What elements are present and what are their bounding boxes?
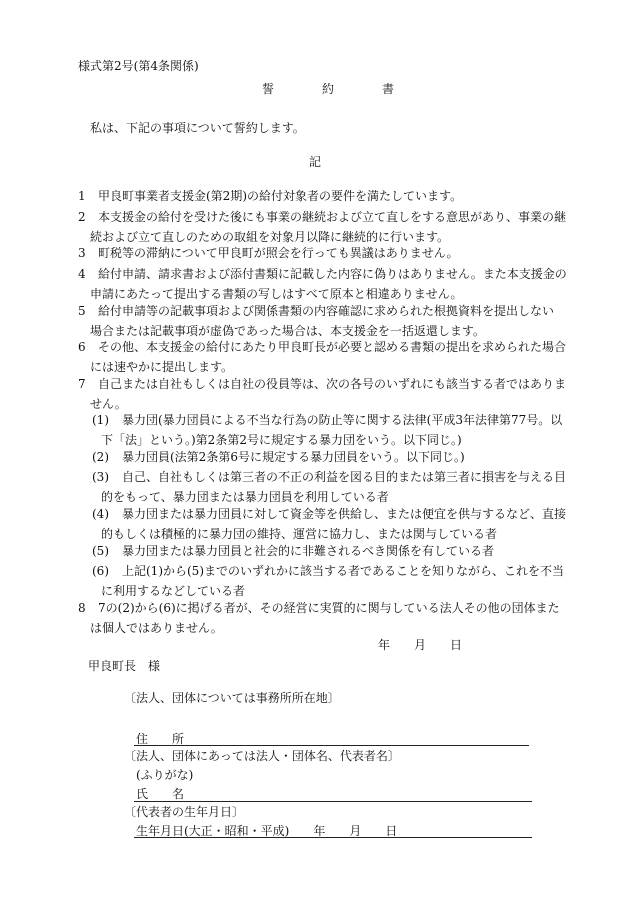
item-6-continuation: には速やかに提出します。 (90, 360, 234, 374)
name-label: 氏 名 (136, 787, 185, 801)
item-5-text: 給付申請等の記載事項および関係書類の内容確認に求められた根拠資料を提出しない (98, 304, 555, 318)
document-title: 誓 約 書 (262, 82, 413, 96)
subitem-4-continuation: 的もしくは積極的に暴力団の維持、運営に協力し、または関与している者 (101, 527, 498, 541)
birth-label: 生年月日(大正・昭和・平成) 年 月 日 (136, 824, 398, 838)
item-8-line (78, 599, 560, 616)
item-6-number: 6 (78, 340, 86, 354)
name-note: 〔法人、団体にあっては法人・団体名、代表者名〕 (124, 749, 400, 763)
item-3-text: 町税等の滞納について甲良町が照会を行っても異議はありません。 (98, 246, 459, 260)
subitem-3-continuation: 的をもって、暴力団または暴力団員を利用している者 (101, 490, 389, 504)
furigana-label: (ふりがな) (136, 768, 194, 782)
item-7-text: 自己または自社もしくは自社の役員等は、次の各号のいずれにも該当する者ではありま (98, 377, 567, 391)
subitem-4-number: (4) (92, 507, 109, 521)
subitem-2-line (92, 448, 465, 465)
subitem-4-line (92, 505, 566, 522)
item-2-text: 本支援金の給付を受けた後にも事業の継続および立て直しをする意思があり、事業の継 (98, 210, 567, 224)
item-5-number: 5 (78, 304, 86, 318)
item-4-continuation: 申請にあたって提出する書類の写しはすべて原本と相違ありません。 (90, 287, 463, 301)
office-note: 〔法人、団体については事務所所在地〕 (124, 691, 340, 705)
subitem-3-number: (3) (92, 470, 109, 484)
item-3-number: 3 (78, 246, 86, 260)
subitem-2-text: 暴力団員(法第2条第6号に規定する暴力団員をいう。以下同じ。) (122, 450, 465, 464)
subitem-2-number: (2) (92, 450, 109, 464)
item-4-line (78, 265, 567, 282)
addressee: 甲良町長 様 (88, 659, 161, 673)
subitem-6-continuation: に利用するなどしている者 (101, 584, 246, 598)
item-2-line (78, 208, 566, 225)
item-5-continuation: 場合または記載事項が虚偽であった場合は、本支援金を一括返還します。 (90, 324, 485, 338)
item-8-number: 8 (78, 601, 86, 615)
item-6-text: その他、本支援金の給付にあたり甲良町長が必要と認める書類の提出を求められた場合 (98, 340, 567, 354)
item-4-number: 4 (78, 267, 86, 281)
subitem-5-number: (5) (92, 544, 109, 558)
subitem-3-line (92, 468, 566, 485)
subitem-5-text: 暴力団または暴力団員と社会的に非難されるべき関係を有している者 (122, 544, 495, 558)
subitem-1-continuation: 下「法」という。)第2条第2号に規定する暴力団をいう。以下同じ。) (101, 433, 462, 447)
birth-underline (134, 837, 532, 838)
birth-note: 〔代表者の生年月日〕 (124, 805, 245, 819)
subitem-4-text: 暴力団または暴力団員に対して資金等を供給し、または便宜を供与するなど、直接 (122, 507, 567, 521)
item-7-number: 7 (78, 377, 86, 391)
form-number: 様式第2号(第4条関係) (78, 59, 199, 73)
ki-heading: 記 (309, 155, 322, 169)
subitem-5-line (92, 542, 494, 559)
address-label: 住 所 (136, 732, 185, 746)
subitem-1-number: (1) (92, 413, 109, 427)
subitem-1-line (92, 411, 562, 428)
intro-text: 私は、下記の事項について誓約します。 (90, 121, 305, 135)
item-7-line (78, 375, 566, 392)
subitem-3-text: 自己、自社もしくは第三者の不正の利益を図る目的または第三者に損害を与える目 (122, 470, 567, 484)
item-3-line (78, 244, 458, 261)
address-underline (134, 745, 529, 746)
item-2-number: 2 (78, 210, 86, 224)
item-8-text: 7の(2)から(6)に掲げる者が、その経営に実質的に関与している法人その他の団体また (98, 601, 560, 615)
item-4-text: 給付申請、請求書および添付書類に記載した内容に偽りはありません。また本支援金の (98, 267, 567, 281)
item-2-continuation: 続および立て直しのための取組を対象月以降に継続的に行います。 (90, 230, 450, 244)
item-1-text: 甲良町事業者支援金(第2期)の給付対象者の要件を満たしています。 (98, 189, 463, 203)
subitem-6-text: 上記(1)から(5)までのいずれかに該当する者であることを知りながら、これを不当 (122, 564, 564, 578)
item-5-line (78, 302, 554, 319)
subitem-1-text: 暴力団(暴力団員による不当な行為の防止等に関する法律(平成3年法律第77号。以 (122, 413, 563, 427)
subitem-6-number: (6) (92, 564, 109, 578)
item-8-continuation: は個人ではありません。 (90, 621, 223, 635)
item-6-line (78, 338, 566, 355)
date-line: 年 月 日 (378, 638, 463, 652)
name-underline (134, 801, 532, 802)
item-7-continuation: せん。 (90, 397, 127, 411)
item-1-number: 1 (78, 189, 86, 203)
item-1-line (78, 187, 462, 204)
subitem-6-line (92, 562, 564, 579)
